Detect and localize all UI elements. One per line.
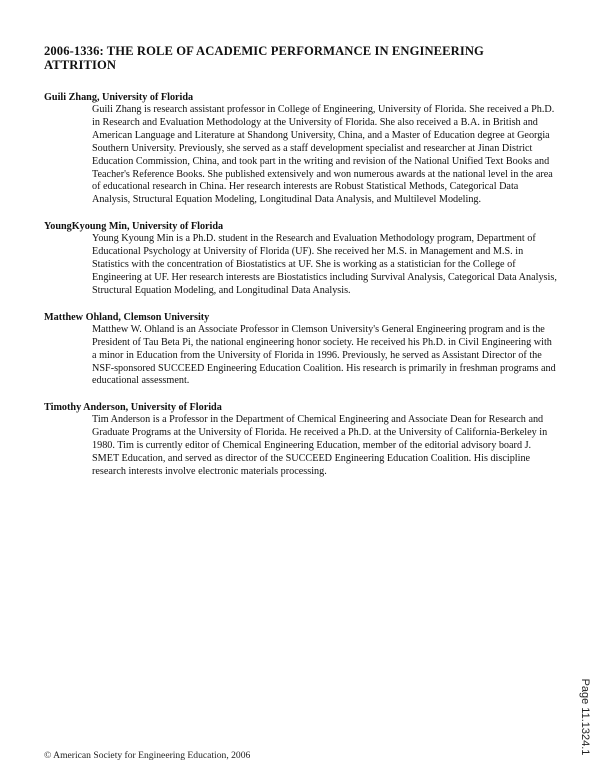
- author-heading: Matthew Ohland, Clemson University: [44, 311, 210, 323]
- author-bio-min: [44, 220, 556, 298]
- author-bio-anderson: [44, 401, 556, 479]
- author-bio-ohland: [44, 311, 556, 389]
- author-bio-text: Guili Zhang is research assistant professor in College of Engineering, University of Florida. She received a Ph.D. in Research and Evaluation Methodology at the University of Florida. She also received a B.A. in British and American Language and Literature at Shandong University, China, and a Master of Education degree at Georgia Southern University. Previously, she served as a staff development specialist and researcher at Jinan District Education Commission, China, and took part in the writing and revision of the National Unified Text Books and Teacher's Reference Books. She published extensively and won numerous awards at the national level in the area of educational research in China. Her research interests are Robust Statistical Methods, Categorical Data Analysis, Structural Equation Modeling, Longitudinal Data Analysis, and Multilevel Modeling.: [92, 104, 555, 206]
- paper-title: 2006-1336: THE ROLE OF ACADEMIC PERFORMANCE IN ENGINEERING ATTRITION: [44, 44, 484, 72]
- copyright-footer: © American Society for Engineering Education, 2006: [44, 750, 251, 761]
- author-bio-zhang: [44, 91, 556, 207]
- author-heading: YoungKyoung Min, University of Florida: [44, 221, 224, 233]
- author-bio-text: Matthew W. Ohland is an Associate Professor in Clemson University's General Engineering program and is the President of Tau Beta Pi, the national engineering honor society. He received his Ph.D. in Civil Engineering with a minor in Education from the University of Florida in 1996. Previously, he served as Assistant Director of the NSF-sponsored SUCCEED Engineering Education Coalition. His research is primarily in freshman programs and educational assessment.: [92, 323, 556, 387]
- author-bio-text: Tim Anderson is a Professor in the Department of Chemical Engineering and Associate Dean for Research and Graduate Programs at the University of Florida. He received a Ph.D. at the University of California-Berkeley in 1980. Tim is currently editor of Chemical Engineering Education, member of the editorial advisory board J. SMET Education, and served as director of the SUCCEED Engineering Education Coalition. His discipline research interests involve electronic materials processing.: [92, 414, 548, 477]
- author-heading: Timothy Anderson, University of Florida: [44, 402, 222, 414]
- author-bio-text: Young Kyoung Min is a Ph.D. student in the Research and Evaluation Methodology program, Department of Educational Psychology at University of Florida (UF). She received her M.S. in Management and M.S. in Statistics with the concentration of Biostatistics at UF. She is working as a statistician for the College of Engineering at UF. Her research interests are Biostatistics including Survival Analysis, Categorical Data Analysis, Structural Equation Modeling, and Longitudinal Data Analysis.: [92, 233, 557, 296]
- author-bios: [44, 91, 556, 492]
- page-number: Page 11.1324.1: [579, 678, 591, 756]
- author-heading: Guili Zhang, University of Florida: [44, 92, 194, 103]
